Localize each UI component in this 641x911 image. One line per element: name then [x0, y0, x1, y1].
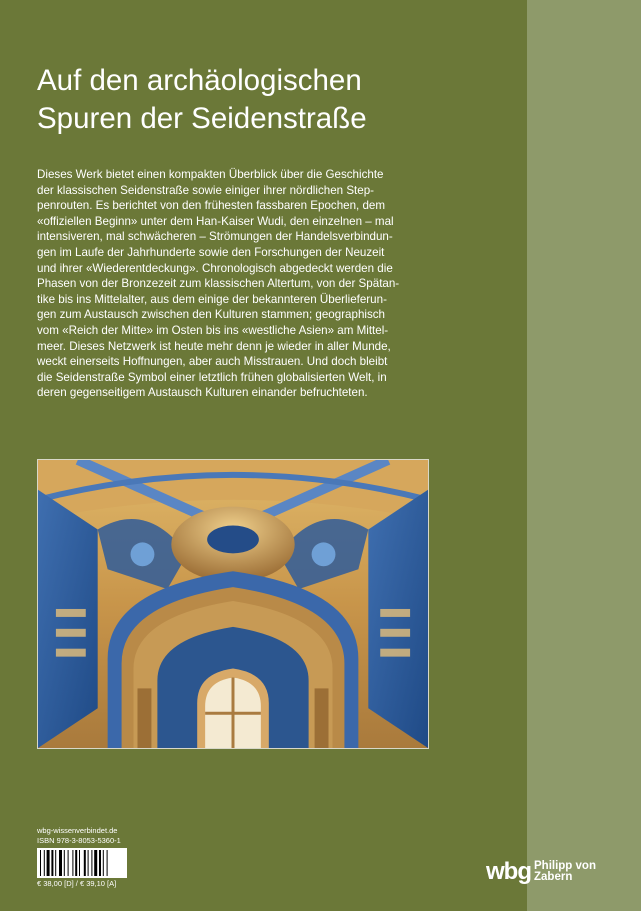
blurb-line: die Seidenstraße Symbol einer letztlich frühen globalisierten Welt, in — [37, 370, 387, 384]
barcode-bar — [44, 850, 45, 876]
blurb-line: gen im Laufe der Jahrhunderte sowie den Forschungen der Neuzeit — [37, 245, 385, 259]
barcode-bar — [75, 850, 77, 876]
publisher-name — [534, 861, 596, 884]
publisher-logo — [486, 860, 596, 884]
barcode-bar — [68, 850, 69, 876]
barcode-bar — [40, 850, 41, 876]
barcode-bar — [99, 850, 101, 876]
price: € 38,00 [D] / € 39,10 [A] — [37, 879, 117, 888]
blurb-line: und ihrer «Wiederentdeckung». Chronologisch abgedeckt werden die — [37, 261, 393, 275]
barcode-bar — [91, 850, 92, 876]
blurb-line: Phasen von der Bronzezeit zum klassischen Altertum, von der Spätan- — [37, 277, 400, 291]
book-title — [37, 62, 507, 138]
side-stripe — [527, 0, 641, 911]
publisher-mark: wbg — [486, 858, 531, 885]
title-line-2: Spuren der Seidenstraße — [37, 102, 367, 135]
blurb-line: penrouten. Es berichtet von den frühesten fassbaren Epochen, dem — [37, 199, 386, 213]
blurb-line: intensiveren, mal schwächeren – Strömungen der Handelsverbindun- — [37, 230, 393, 244]
blurb-line: meer. Dieses Netzwerk ist heute mehr denn je wieder in aller Munde, — [37, 339, 391, 353]
mosque-ceiling-illustration — [38, 460, 428, 748]
cover-photo-mosque-ceiling — [37, 459, 429, 749]
blurb — [37, 167, 507, 401]
publisher-name-line-1: Philipp von — [534, 859, 596, 872]
blurb-line: deren gegenseitigem Austausch Kulturen einander befruchteten. — [37, 386, 368, 400]
blurb-line: gen zum Austausch zwischen den Kulturen stammen; geographisch — [37, 308, 386, 322]
barcode-bar — [47, 850, 50, 876]
blurb-line: vom «Reich der Mitte» im Osten bis ins «westliche Asien» am Mittel- — [37, 323, 389, 337]
barcode-bar — [88, 850, 89, 876]
blurb-line: tike bis ins Mittelalter, aus dem einige der bekannteren Überlieferun- — [37, 292, 387, 306]
blurb-line: weckt einerseits Hoffnungen, aber auch Misstrauen. Und doch bleibt — [37, 355, 388, 369]
imprint — [37, 826, 121, 845]
title-line-1: Auf den archäologischen — [37, 64, 362, 97]
barcode-bar — [84, 850, 86, 876]
barcode-bar — [55, 850, 56, 876]
blurb-line: «offiziellen Beginn» unter dem Han-Kaiser Wudi, den einzelnen – mal — [37, 214, 394, 228]
isbn: ISBN 978-3-8053-5360-1 — [37, 835, 121, 845]
barcode-icon — [40, 850, 124, 876]
barcode-bar — [79, 850, 80, 876]
barcode-bar — [59, 850, 62, 876]
blurb-line: Dieses Werk bietet einen kompakten Überblick über die Geschichte — [37, 168, 384, 181]
barcode-bar — [72, 850, 73, 876]
publisher-website: wbg-wissenverbindet.de — [37, 826, 118, 835]
barcode-bar — [94, 850, 97, 876]
barcode — [37, 848, 127, 878]
blurb-line: der klassischen Seidenstraße sowie einiger ihrer nördlichen Step- — [37, 183, 375, 197]
barcode-bar — [107, 850, 108, 876]
publisher-name-line-2: Zabern — [534, 871, 573, 883]
barcode-bar — [103, 850, 104, 876]
barcode-bar — [51, 850, 53, 876]
barcode-bar — [64, 850, 65, 876]
